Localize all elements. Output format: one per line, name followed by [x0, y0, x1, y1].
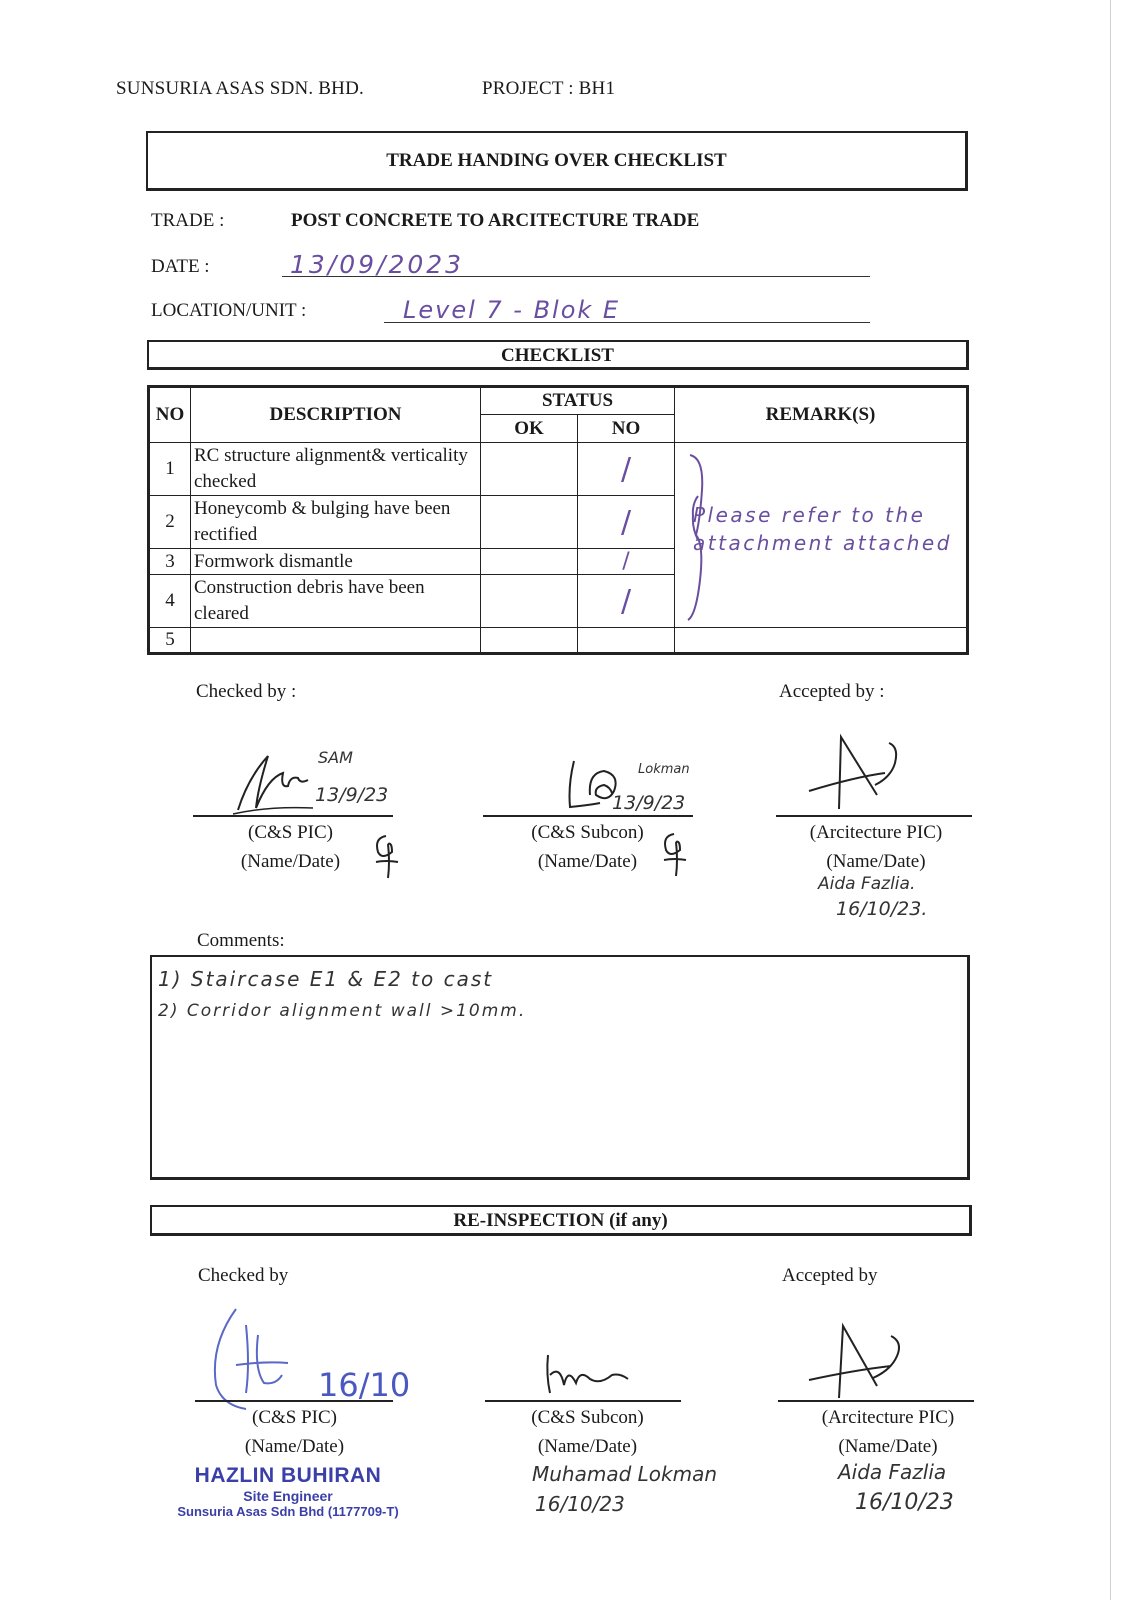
comment-line: 2) Corridor alignment wall >10mm. [158, 1001, 527, 1021]
signature-1-name: SAM [318, 748, 353, 767]
reinspection-line-cs-pic [195, 1400, 393, 1402]
row-number: 3 [149, 549, 191, 575]
location-label: LOCATION/UNIT : [151, 300, 307, 321]
reinspection-cs-pic-name-date: (Name/Date) [244, 1436, 345, 1457]
col-header-description: DESCRIPTION [191, 387, 481, 443]
row-number: 5 [149, 628, 191, 654]
col-header-ok: OK [481, 415, 578, 443]
date-label: DATE : [151, 256, 210, 277]
col-header-no-status: NO [578, 415, 675, 443]
signature-3-date: 16/10/23. [836, 898, 928, 920]
col-header-no: NO [149, 387, 191, 443]
reinspection-cs-subcon-name-date: (Name/Date) [537, 1436, 638, 1457]
cs-pic-role: (C&S PIC) [248, 822, 333, 843]
arch-pic-caption [786, 818, 966, 876]
row-no-cell [578, 496, 675, 549]
row-number: 2 [149, 496, 191, 549]
initial-mark [656, 830, 690, 880]
signature-3-name: Aida Fazlia. [818, 874, 916, 894]
stamp-name: HAZLIN BUHIRAN [194, 1464, 382, 1487]
reinspection-arch-pic-name-date: (Name/Date) [838, 1436, 938, 1457]
tick-mark: / [620, 583, 632, 619]
reinspection-arch-pic-role: (Arcitecture PIC) [821, 1407, 955, 1428]
reinspection-checked-by-label: Checked by [198, 1265, 289, 1286]
checklist-table [147, 385, 969, 655]
row-description: Honeycomb & bulging have been rectified [191, 496, 481, 549]
cs-subcon-role: (C&S Subcon) [531, 822, 644, 843]
reinspection-signature-2-date: 16/10/23 [535, 1492, 625, 1516]
reinspection-line-arch-pic [778, 1400, 974, 1402]
tick-mark: / [622, 549, 630, 574]
cs-subcon-caption [505, 818, 670, 876]
remark-cell [675, 628, 968, 654]
engineer-stamp [168, 1464, 408, 1519]
row-number: 1 [149, 443, 191, 496]
checklist-title: CHECKLIST [147, 340, 969, 370]
row-ok-cell [481, 496, 578, 549]
row-number: 4 [149, 575, 191, 628]
reinspection-cs-pic-role: (C&S PIC) [252, 1407, 337, 1428]
location-underline [384, 322, 870, 323]
arch-pic-role: (Arcitecture PIC) [809, 822, 943, 843]
table-row [149, 443, 968, 496]
trade-label: TRADE : [151, 210, 225, 231]
tick-mark: / [620, 504, 632, 540]
col-header-remarks: REMARK(S) [675, 387, 968, 443]
project-code: PROJECT : BH1 [482, 78, 616, 99]
row-description: Formwork dismantle [191, 549, 481, 575]
row-no-cell [578, 575, 675, 628]
reinspection-signature-1-date: 16/10 [318, 1366, 411, 1404]
reinspection-line-cs-subcon [485, 1400, 681, 1402]
reinspection-cs-subcon-caption [505, 1403, 670, 1461]
page-edge [1110, 0, 1111, 1600]
reinspection-accepted-by-label: Accepted by [782, 1265, 878, 1286]
reinspection-signature-2-name: Muhamad Lokman [532, 1462, 718, 1486]
row-description: Construction debris have been cleared [191, 575, 481, 628]
row-no-cell [578, 549, 675, 575]
reinspection-title: RE-INSPECTION (if any) [150, 1205, 972, 1236]
location-value: Level 7 - Blok E [403, 296, 621, 324]
checked-by-label: Checked by : [196, 681, 297, 702]
table-row [149, 628, 968, 654]
cs-pic-name-date: (Name/Date) [240, 851, 341, 872]
signature-1 [228, 748, 318, 818]
tick-mark: / [620, 451, 632, 487]
signature-2-date: 13/9/23 [612, 792, 686, 814]
row-ok-cell [481, 549, 578, 575]
comments-label: Comments: [197, 930, 285, 951]
date-value: 13/09/2023 [290, 250, 465, 279]
row-description: RC structure alignment& verticality checked [191, 443, 481, 496]
row-description [191, 628, 481, 654]
reinspection-signature-3 [805, 1322, 915, 1402]
cs-subcon-name-date: (Name/Date) [537, 851, 638, 872]
reinspection-cs-pic-caption [217, 1403, 372, 1461]
accepted-by-label: Accepted by : [779, 681, 885, 702]
signature-line-arch-pic [776, 815, 972, 817]
col-header-status: STATUS [481, 387, 675, 415]
cs-pic-caption [213, 818, 368, 876]
row-no-cell [578, 628, 675, 654]
reinspection-signature-2 [540, 1345, 630, 1397]
reinspection-signature-3-name: Aida Fazlia [838, 1460, 947, 1484]
arch-pic-name-date: (Name/Date) [826, 851, 926, 872]
signature-line-cs-subcon [483, 815, 693, 817]
signature-3 [805, 733, 910, 813]
remark-cell [675, 443, 968, 628]
form-title: TRADE HANDING OVER CHECKLIST [146, 131, 968, 191]
stamp-company: Sunsuria Asas Sdn Bhd (1177709-T) [177, 1504, 399, 1519]
row-ok-cell [481, 443, 578, 496]
reinspection-cs-subcon-role: (C&S Subcon) [531, 1407, 644, 1428]
reinspection-signature-3-date: 16/10/23 [855, 1490, 954, 1515]
row-no-cell [578, 443, 675, 496]
comments-box [150, 955, 970, 1180]
remark-text: Please refer to the attachment attached [693, 503, 952, 555]
comment-line: 1) Staircase E1 & E2 to cast [158, 967, 494, 991]
row-ok-cell [481, 575, 578, 628]
brace-mark-left [688, 494, 700, 544]
company-name: SUNSURIA ASAS SDN. BHD. [116, 78, 364, 99]
trade-value: POST CONCRETE TO ARCITECTURE TRADE [291, 210, 700, 231]
row-ok-cell [481, 628, 578, 654]
signature-2-name: Lokman [638, 762, 690, 777]
stamp-role: Site Engineer [243, 1488, 333, 1504]
reinspection-arch-pic-caption [798, 1403, 978, 1461]
signature-1-date: 13/9/23 [315, 784, 389, 806]
date-underline [282, 276, 870, 277]
initial-mark [368, 832, 402, 882]
signature-line-cs-pic [193, 815, 393, 817]
